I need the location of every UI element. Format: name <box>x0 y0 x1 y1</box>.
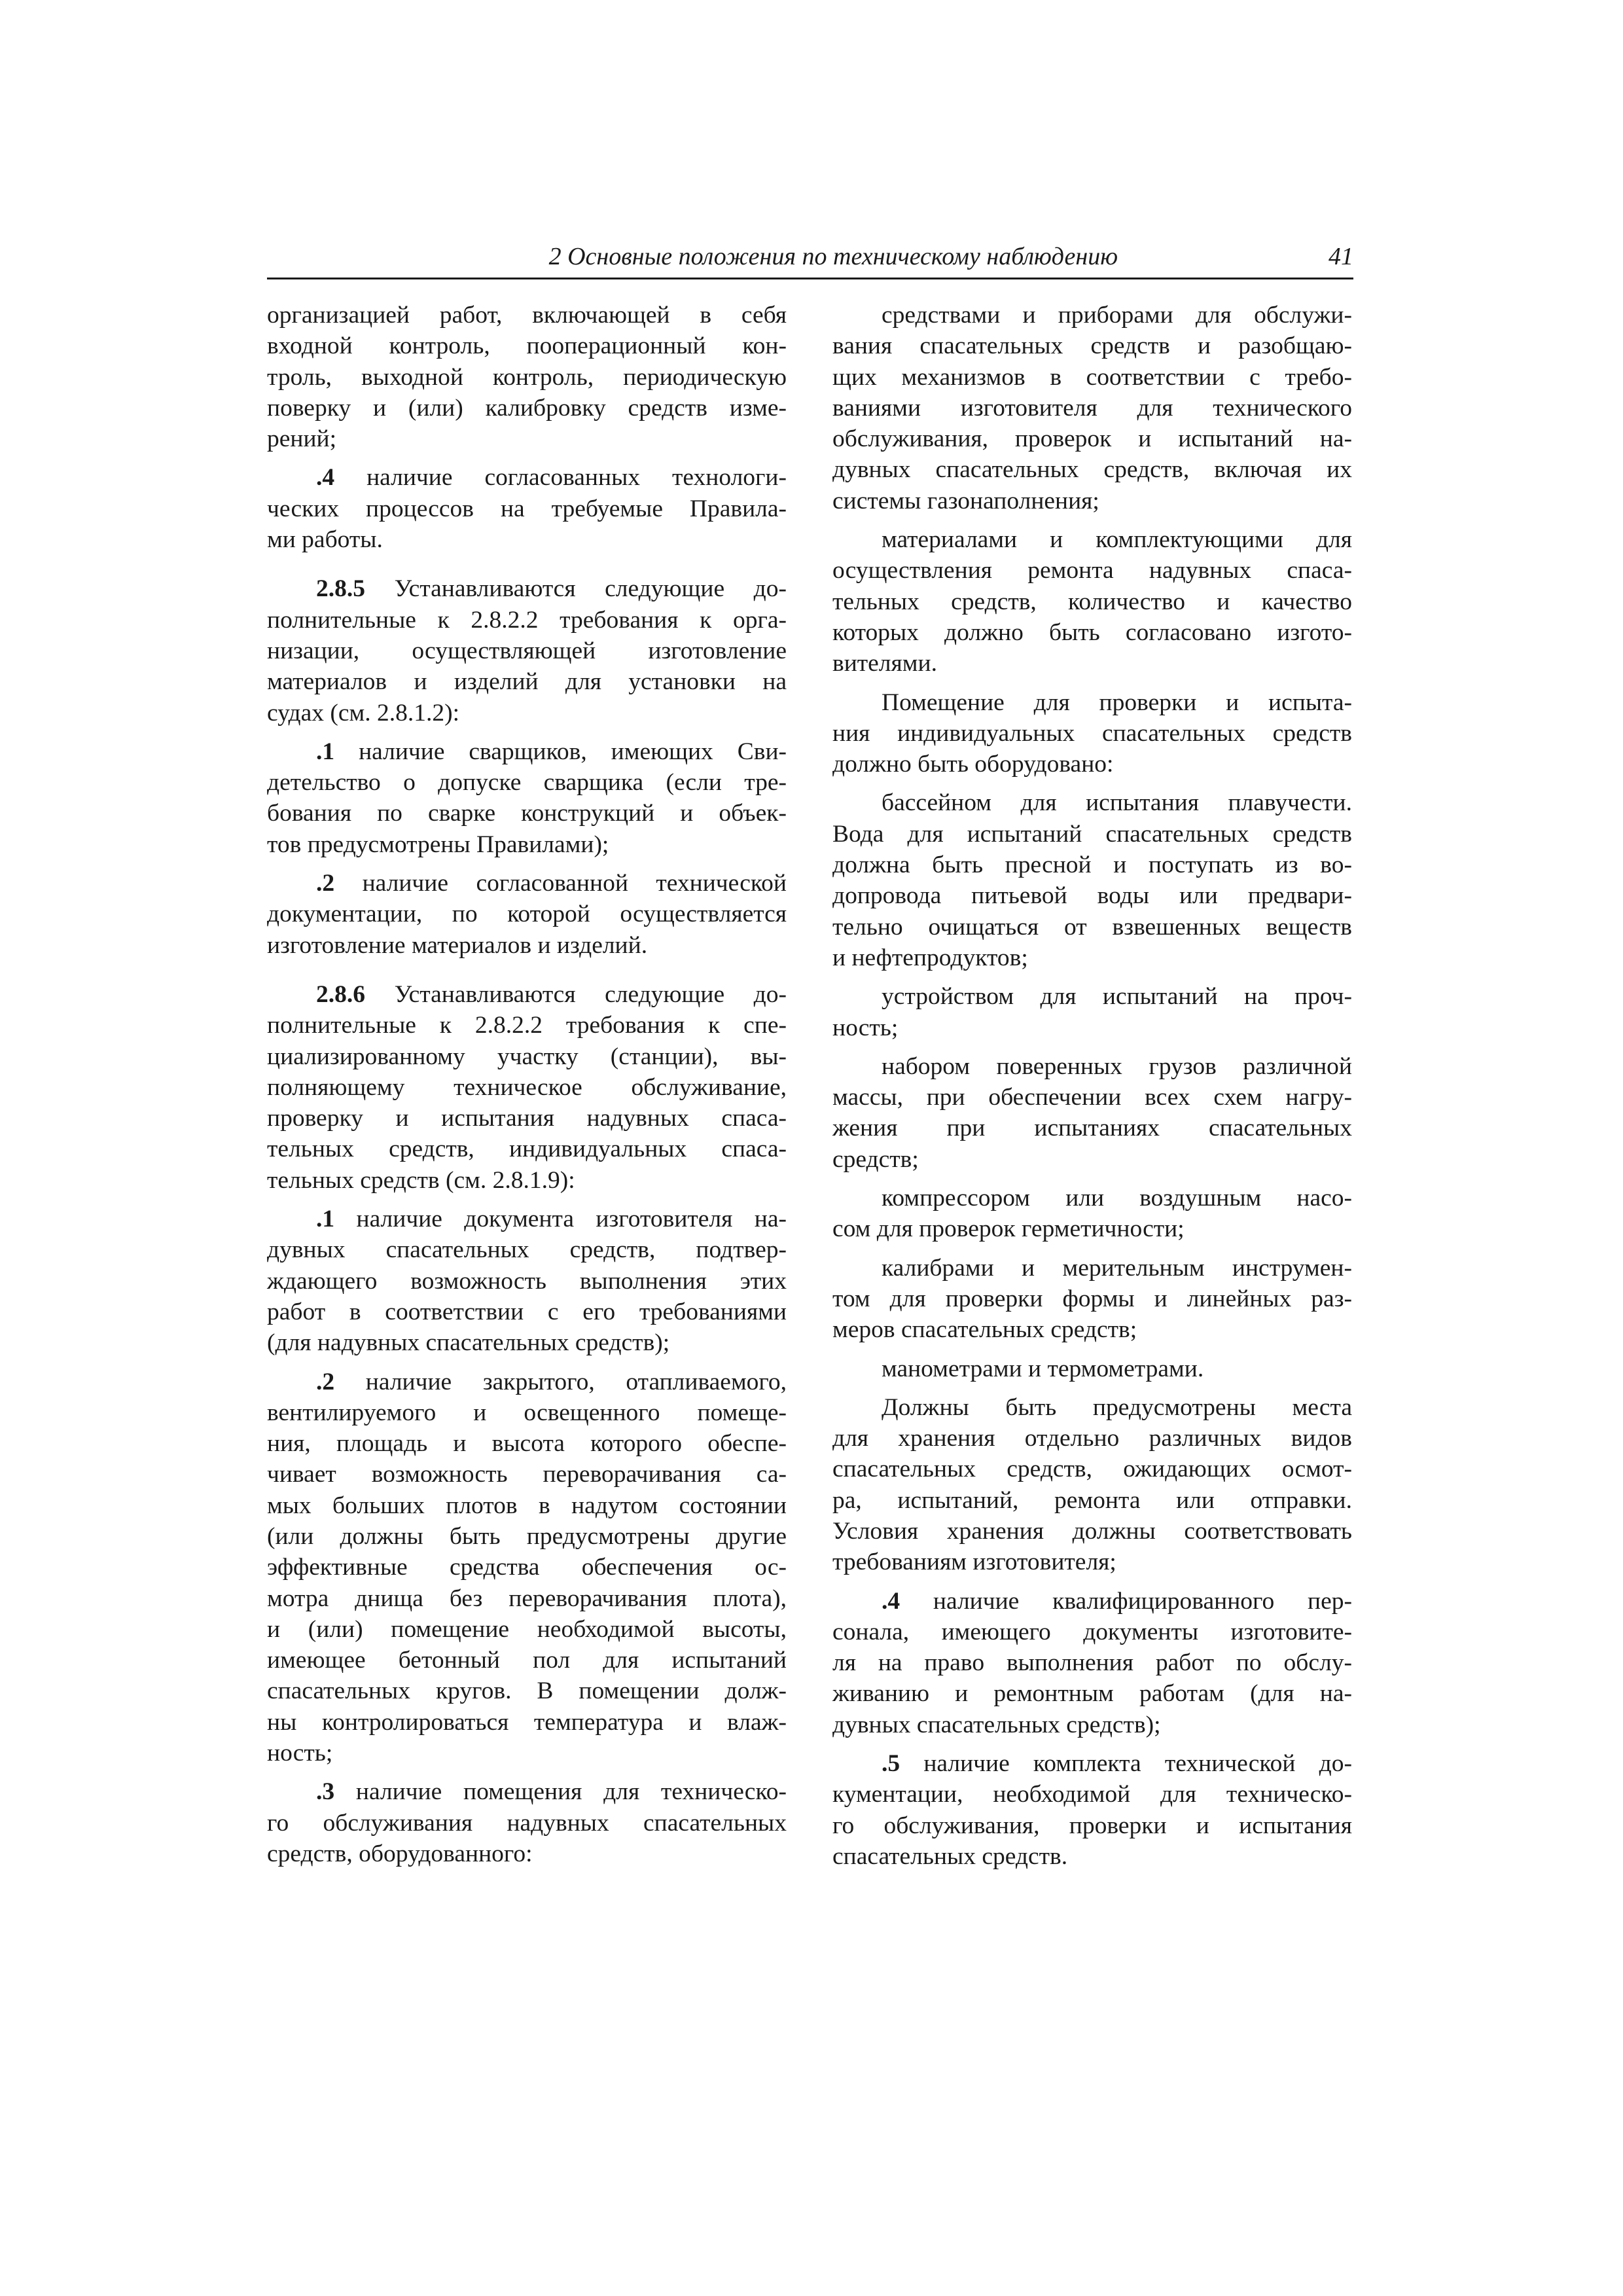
line-text: массы, при обеспечении всех схем нагру- <box>832 1084 1352 1111</box>
text-line <box>267 423 787 454</box>
line-text: Помещение для проверки и испыта- <box>882 689 1352 716</box>
text-line <box>832 1779 1352 1810</box>
line-text: наличие сварщиков, имеющих Сви- <box>359 738 787 765</box>
line-text: документации, по которой осуществляется <box>267 901 787 928</box>
line-text: тельных средств (см. 2.8.1.9): <box>267 1166 575 1194</box>
line-text: Должны быть предусмотрены места <box>882 1393 1352 1421</box>
text-line <box>832 1013 1352 1043</box>
text-line <box>832 687 1352 718</box>
line-text: ность; <box>832 1014 899 1041</box>
text-line <box>267 767 787 798</box>
text-line <box>832 787 1352 818</box>
line-text: спасательных кругов. В помещении долж- <box>267 1677 787 1705</box>
text-line <box>267 1707 787 1738</box>
text-line <box>267 300 787 331</box>
text-line <box>267 1367 787 1397</box>
text-line <box>832 300 1352 331</box>
line-text: требованиям изготовителя; <box>832 1549 1116 1576</box>
text-line <box>267 1459 787 1490</box>
line-text: средствами и приборами для обслужи- <box>882 302 1352 329</box>
line-text: бования по сварке конструкций и объек- <box>267 800 787 827</box>
text-line <box>832 942 1352 973</box>
line-text: (или должны быть предусмотрены другие <box>267 1522 787 1550</box>
clause-number: 2.8.6 <box>316 980 365 1008</box>
line-text: ность; <box>267 1740 333 1767</box>
paragraph <box>267 462 787 555</box>
line-text: компрессором или воздушным насо- <box>882 1185 1352 1212</box>
text-line <box>832 648 1352 679</box>
line-text: средств; <box>832 1145 919 1173</box>
line-text: го обслуживания надувных спасательных <box>267 1809 787 1837</box>
text-line <box>832 1144 1352 1175</box>
text-line <box>832 1678 1352 1709</box>
line-text: осуществления ремонта надувных спаса- <box>832 557 1352 584</box>
text-line <box>267 1645 787 1676</box>
line-text: ля на право выполнения работ по обслу- <box>832 1649 1352 1677</box>
line-text: дувных спасательных средств, включая их <box>832 456 1352 484</box>
line-text: должно быть оборудовано: <box>832 751 1114 778</box>
paragraph <box>832 1748 1352 1872</box>
line-text: и (или) помещение необходимой высоты, <box>267 1615 787 1643</box>
clause-number: .1 <box>316 1206 335 1233</box>
line-text: кументации, необходимой для техническо- <box>832 1781 1352 1808</box>
text-line <box>267 1552 787 1583</box>
line-text: рений; <box>267 425 337 453</box>
text-line <box>832 423 1352 454</box>
line-text: детельство о допуске сварщика (если тре- <box>267 769 787 797</box>
text-line <box>832 1051 1352 1082</box>
text-line <box>832 617 1352 648</box>
line-text: циализированному участку (станции), вы- <box>267 1043 787 1070</box>
text-line <box>832 1283 1352 1314</box>
text-line <box>832 981 1352 1012</box>
paragraph <box>267 979 787 1196</box>
text-line <box>267 1010 787 1041</box>
text-line <box>267 1266 787 1297</box>
line-text: низации, осуществляющей изготовление <box>267 637 787 664</box>
line-text: жения при испытаниях спасательных <box>832 1115 1352 1142</box>
text-line <box>267 1738 787 1768</box>
line-text: Вода для испытаний спасательных средств <box>832 820 1352 848</box>
text-line <box>832 819 1352 850</box>
text-line <box>267 493 787 524</box>
text-line <box>832 1485 1352 1516</box>
text-line <box>832 1454 1352 1484</box>
line-text: бассейном для испытания плавучести. <box>882 789 1352 817</box>
text-line <box>832 331 1352 361</box>
line-text: материалами и комплектующими для <box>882 526 1352 554</box>
text-line <box>832 486 1352 516</box>
line-text: ждающего возможность выполнения этих <box>267 1267 787 1295</box>
text-line <box>267 573 787 604</box>
text-line <box>832 454 1352 485</box>
line-text: сонала, имеющего документы изготовите- <box>832 1618 1352 1645</box>
line-text: тельных средств, количество и качество <box>832 588 1352 615</box>
line-text: проверку и испытания надувных спаса- <box>267 1105 787 1132</box>
text-line <box>267 462 787 493</box>
line-text: системы газонаполнения; <box>832 487 1099 514</box>
text-line <box>832 912 1352 942</box>
text-line <box>832 1748 1352 1779</box>
text-line <box>267 1839 787 1869</box>
line-text: наличие документа изготовителя на- <box>356 1206 787 1233</box>
line-text: тельных средств, индивидуальных спаса- <box>267 1136 787 1163</box>
line-text: Устанавливаются следующие до- <box>394 575 787 603</box>
text-line <box>832 586 1352 617</box>
clause-number: .2 <box>316 1368 335 1395</box>
text-line <box>832 393 1352 423</box>
text-line <box>267 798 787 829</box>
line-text: эффективные средства обеспечения ос- <box>267 1554 787 1581</box>
line-text: полнительные к 2.8.2.2 требования к спе- <box>267 1012 787 1039</box>
text-line <box>832 1113 1352 1143</box>
line-text: наличие комплекта технической до- <box>923 1750 1353 1778</box>
text-line <box>832 1213 1352 1244</box>
line-text: мых больших плотов в надутом состоянии <box>267 1492 787 1519</box>
text-line <box>267 1614 787 1645</box>
text-line <box>832 718 1352 749</box>
clause-number: .1 <box>316 738 335 765</box>
text-line <box>267 636 787 666</box>
text-line <box>267 1428 787 1459</box>
paragraph <box>267 300 787 454</box>
line-text: материалов и изделий для установки на <box>267 668 787 696</box>
paragraph <box>832 787 1352 973</box>
paragraph <box>832 300 1352 516</box>
paragraph <box>267 868 787 961</box>
line-text: ния, площадь и высота которого обеспе- <box>267 1430 787 1458</box>
text-line <box>267 331 787 361</box>
text-line <box>267 979 787 1010</box>
paragraph <box>832 1051 1352 1175</box>
line-text: которых должно быть согласовано изгото- <box>832 619 1352 646</box>
line-text: ра, испытаний, ремонта или отправки. <box>832 1486 1352 1514</box>
paragraph <box>267 1776 787 1869</box>
line-text: для хранения отдельно различных видов <box>832 1425 1352 1452</box>
text-line <box>832 1392 1352 1423</box>
clause-number: .5 <box>882 1750 901 1778</box>
line-text: тов предусмотрены Правилами); <box>267 831 609 858</box>
line-text: щих механизмов в соответствии с требо- <box>832 363 1352 391</box>
line-text: тельно очищаться от взвешенных веществ <box>832 913 1352 941</box>
clause-number: 2.8.5 <box>316 575 365 603</box>
text-line <box>267 1397 787 1428</box>
paragraph <box>267 736 787 860</box>
text-line <box>267 829 787 860</box>
line-text: судах (см. 2.8.1.2): <box>267 699 460 726</box>
line-text: (для надувных спасательных средств); <box>267 1329 670 1357</box>
line-text: спасательных средств, ожидающих осмот- <box>832 1456 1352 1483</box>
line-text: дувных спасательных средств); <box>832 1711 1161 1738</box>
text-line <box>832 1253 1352 1283</box>
line-text: вентилируемого и освещенного помеще- <box>267 1399 787 1426</box>
paragraph <box>832 1183 1352 1245</box>
line-text: набором поверенных грузов различной <box>882 1052 1352 1080</box>
clause-number: .4 <box>316 464 335 492</box>
text-line <box>267 1041 787 1072</box>
line-text: и нефтепродуктов; <box>832 944 1028 971</box>
paragraph <box>832 524 1352 679</box>
paragraph <box>832 1392 1352 1578</box>
line-text: наличие согласованных технологи- <box>366 464 787 492</box>
line-text: изготовление материалов и изделий. <box>267 931 648 959</box>
text-line <box>832 1547 1352 1577</box>
line-text: устройством для испытаний на проч- <box>882 983 1352 1011</box>
text-line <box>267 868 787 899</box>
text-line <box>832 749 1352 780</box>
text-line <box>832 1586 1352 1617</box>
line-text: том для проверки формы и линейных раз- <box>832 1285 1352 1312</box>
text-line <box>267 524 787 555</box>
paragraph <box>267 1204 787 1358</box>
line-text: меров спасательных средств; <box>832 1316 1137 1344</box>
line-text: ческих процессов на требуемые Правила- <box>267 495 787 522</box>
text-line <box>267 1297 787 1327</box>
text-line <box>832 850 1352 880</box>
text-line <box>267 899 787 929</box>
line-text: вителями. <box>832 650 937 677</box>
text-line <box>267 1072 787 1103</box>
text-line <box>267 1676 787 1706</box>
line-text: вания спасательных средств и разобщаю- <box>832 332 1352 360</box>
text-line <box>267 393 787 423</box>
line-text: поверку и (или) калибровку средств изме- <box>267 394 787 422</box>
text-line <box>267 1234 787 1265</box>
line-text: средств, оборудованного: <box>267 1840 533 1867</box>
text-line <box>267 362 787 393</box>
line-text: имеющее бетонный пол для испытаний <box>267 1647 787 1674</box>
paragraph <box>832 1253 1352 1346</box>
line-text: мотра днища без переворачивания плота), <box>267 1585 787 1612</box>
clause-number: .2 <box>316 870 335 897</box>
line-text: полнительные к 2.8.2.2 требования к орга- <box>267 606 787 634</box>
text-line <box>267 1204 787 1234</box>
line-text: ми работы. <box>267 526 383 554</box>
line-text: го обслуживания, проверки и испытания <box>832 1812 1352 1839</box>
line-text: чивает возможность переворачивания са- <box>267 1461 787 1488</box>
line-text: живанию и ремонтным работам (для на- <box>832 1680 1352 1708</box>
text-line <box>832 1354 1352 1384</box>
text-line <box>832 524 1352 555</box>
text-line <box>832 1082 1352 1113</box>
clause-number: .4 <box>882 1587 901 1615</box>
text-line <box>267 736 787 767</box>
text-line <box>832 362 1352 393</box>
text-line <box>832 1617 1352 1647</box>
text-line <box>832 1314 1352 1345</box>
line-text: наличие квалифицированного пер- <box>933 1587 1352 1615</box>
text-line <box>832 1710 1352 1740</box>
paragraph <box>832 1354 1352 1384</box>
paragraph <box>832 981 1352 1043</box>
line-text: входной контроль, пооперационный кон- <box>267 332 787 360</box>
text-line <box>267 930 787 961</box>
text-line <box>267 1521 787 1552</box>
line-text: работ в соответствии с его требованиями <box>267 1298 787 1325</box>
line-text: троль, выходной контроль, периодическую <box>267 363 787 391</box>
header-title: 2 Основные положения по техническому наблюдению <box>548 243 1118 270</box>
line-text: допровода питьевой воды или предвари- <box>832 882 1352 910</box>
paragraph <box>267 573 787 728</box>
text-line <box>267 1808 787 1839</box>
text-line <box>832 1423 1352 1454</box>
line-text: спасательных средств. <box>832 1842 1068 1870</box>
line-text: ваниями изготовителя для технического <box>832 394 1352 422</box>
text-line <box>832 1841 1352 1872</box>
paragraph <box>832 687 1352 780</box>
line-text: полняющему техническое обслуживание, <box>267 1073 787 1101</box>
line-text: должна быть пресной и поступать из во- <box>832 852 1352 879</box>
text-line <box>267 698 787 728</box>
text-line <box>832 555 1352 586</box>
line-text: организацией работ, включающей в себя <box>267 302 787 329</box>
text-line <box>267 1134 787 1164</box>
text-line <box>267 666 787 697</box>
running-header <box>267 241 1353 279</box>
line-text: Устанавливаются следующие до- <box>394 980 787 1008</box>
line-text: манометрами и термометрами. <box>882 1355 1204 1382</box>
line-text: наличие согласованной технической <box>362 870 787 897</box>
line-text: калибрами и мерительным инструмен- <box>882 1254 1352 1282</box>
text-line <box>267 605 787 636</box>
text-line <box>267 1776 787 1807</box>
line-text: наличие помещения для техническо- <box>355 1778 787 1806</box>
text-line <box>267 1583 787 1614</box>
line-text: дувных спасательных средств, подтвер- <box>267 1236 787 1264</box>
line-text: обслуживания, проверок и испытаний на- <box>832 425 1352 453</box>
paragraph <box>832 1586 1352 1740</box>
text-line <box>832 1647 1352 1678</box>
line-text: наличие закрытого, отапливаемого, <box>365 1368 787 1395</box>
text-line <box>267 1490 787 1521</box>
page-number: 41 <box>1329 243 1353 270</box>
paragraph <box>267 1367 787 1769</box>
right-column <box>832 300 1352 1872</box>
text-line <box>832 1810 1352 1841</box>
text-line <box>267 1327 787 1358</box>
text-line <box>267 1103 787 1134</box>
left-column <box>267 300 787 1869</box>
line-text: Условия хранения должны соответствовать <box>832 1517 1352 1545</box>
text-line <box>832 1183 1352 1213</box>
text-line <box>832 1516 1352 1547</box>
text-line <box>832 880 1352 911</box>
clause-number: .3 <box>316 1778 335 1806</box>
line-text: ны контролироваться температура и влаж- <box>267 1708 787 1736</box>
line-text: ния индивидуальных спасательных средств <box>832 719 1352 747</box>
text-line <box>267 1165 787 1196</box>
line-text: сом для проверок герметичности; <box>832 1215 1185 1243</box>
